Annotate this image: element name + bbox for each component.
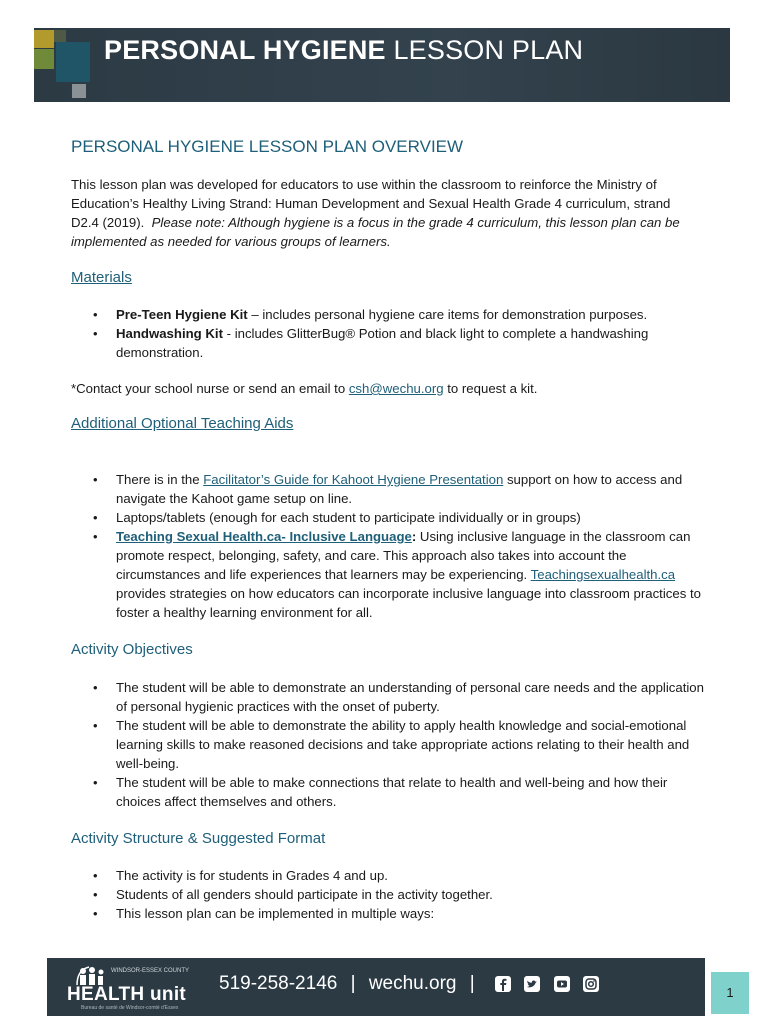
logo-top-text: WINDSOR-ESSEX COUNTY: [111, 968, 190, 974]
facebook-icon[interactable]: [494, 975, 512, 993]
decor-square: [34, 49, 54, 69]
logo-main-text: HEALTH unit: [67, 984, 187, 1005]
website-link[interactable]: wechu.org: [368, 973, 457, 995]
separator: |: [350, 973, 356, 995]
social-icons: [488, 973, 600, 995]
item-text: – includes personal hygiene care items for demonstration purposes.: [247, 307, 648, 322]
decor-square: [56, 42, 90, 82]
aids-heading: Additional Optional Teaching Aids: [71, 415, 294, 432]
title-light: LESSON PLAN: [393, 35, 584, 65]
overview-note: Please note: Although hygiene is a focus in the grade 4 curriculum, this lesson plan can be: [151, 215, 680, 230]
item-text: Laptops/tablets (enough for each student to participate individually or in groups): [116, 510, 581, 525]
list-item: • The activity is for students in Grades 4 and up.: [71, 866, 713, 885]
materials-list: [71, 305, 713, 362]
teachingsexualhealth-link[interactable]: Teachingsexualhealth.ca: [530, 567, 676, 582]
list-item: [71, 305, 713, 324]
family-logo-icon: [75, 966, 115, 986]
decor-square: [34, 30, 54, 48]
item-text: support on how to access and navigate the Kahoot game setup on line.: [116, 472, 683, 506]
objectives-list: [71, 678, 713, 811]
item-title: Handwashing Kit: [116, 326, 223, 341]
header-banner: [34, 28, 730, 102]
item-title: Pre-Teen Hygiene Kit: [116, 307, 248, 322]
item-text: Using inclusive language in the classroom can promote respect, belonging, safety, and care. This approach also takes into account the circumstances and life experiences that learners may be experiencing.: [116, 529, 691, 582]
list-item: • The student will be able to make connections that relate to health and well-being and how their choices affect themselves and others.: [71, 773, 713, 811]
twitter-icon[interactable]: [523, 975, 541, 993]
email-link[interactable]: csh@wechu.org: [348, 381, 444, 396]
aids-list: [71, 470, 713, 622]
overview-heading: PERSONAL HYGIENE LESSON PLAN OVERVIEW: [71, 137, 464, 156]
list-item: • Students of all genders should participate in the activity together.: [71, 885, 713, 904]
health-unit-logo: [65, 964, 215, 1012]
list-item: • The student will be able to demonstrate an understanding of personal care needs and the application of personal hygienic practices with the onset of puberty.: [71, 678, 713, 716]
item-colon: :: [411, 529, 417, 544]
overview-note: implemented as needed for various groups of learners.: [71, 234, 391, 249]
objectives-heading: Activity Objectives: [71, 641, 193, 658]
list-item: [71, 508, 713, 527]
list-item: [71, 324, 713, 362]
inclusive-language-link[interactable]: Teaching Sexual Health.ca- Inclusive Language: [116, 529, 412, 544]
item-text: provides strategies on how educators can incorporate inclusive language into classroom practices to foster a healthy learning environment for all.: [116, 586, 701, 620]
phone-number: 519-258-2146: [219, 973, 338, 995]
overview-line: This lesson plan was developed for educators to use within the classroom to reinforce the Ministry of: [71, 177, 657, 192]
materials-heading: Materials: [71, 269, 132, 286]
structure-list: [71, 866, 713, 923]
decor-square: [54, 30, 66, 42]
page-number: 1: [711, 972, 749, 1014]
contact-after: to request a kit.: [443, 381, 538, 396]
overview-line: D2.4 (2019).: [71, 215, 145, 230]
item-text: - includes GlitterBug® Potion and black light to complete a handwashing demonstration.: [116, 326, 649, 360]
document-title: [104, 35, 583, 66]
youtube-icon[interactable]: [553, 975, 571, 993]
overview-paragraph: [71, 175, 711, 251]
contact-note: [71, 379, 711, 398]
footer-contact: [219, 973, 600, 995]
list-item: [71, 470, 713, 508]
item-text: There is in the: [116, 472, 204, 487]
footer-bar: [47, 958, 705, 1016]
list-item: [71, 527, 713, 622]
kahoot-guide-link[interactable]: Facilitator’s Guide for Kahoot Hygiene Presentation: [203, 472, 504, 487]
title-bold: PERSONAL HYGIENE: [104, 35, 386, 65]
list-item: • This lesson plan can be implemented in multiple ways:: [71, 904, 713, 923]
structure-heading: Activity Structure & Suggested Format: [71, 830, 326, 847]
logo-sub-text: Bureau de santé de Windsor-comté d'Essex: [81, 1005, 179, 1011]
contact-before: *Contact your school nurse or send an email to: [71, 381, 349, 396]
decor-square: [72, 84, 86, 98]
list-item: • The student will be able to demonstrate the ability to apply health knowledge and social-emotional learning skills to make reasoned decisions and take appropriate actions relating to their health and well-being.: [71, 716, 713, 773]
separator: |: [469, 973, 475, 995]
overview-line: Education’s Healthy Living Strand: Human Development and Sexual Health Grade 4 curriculum, strand: [71, 196, 671, 211]
instagram-icon[interactable]: [582, 975, 600, 993]
